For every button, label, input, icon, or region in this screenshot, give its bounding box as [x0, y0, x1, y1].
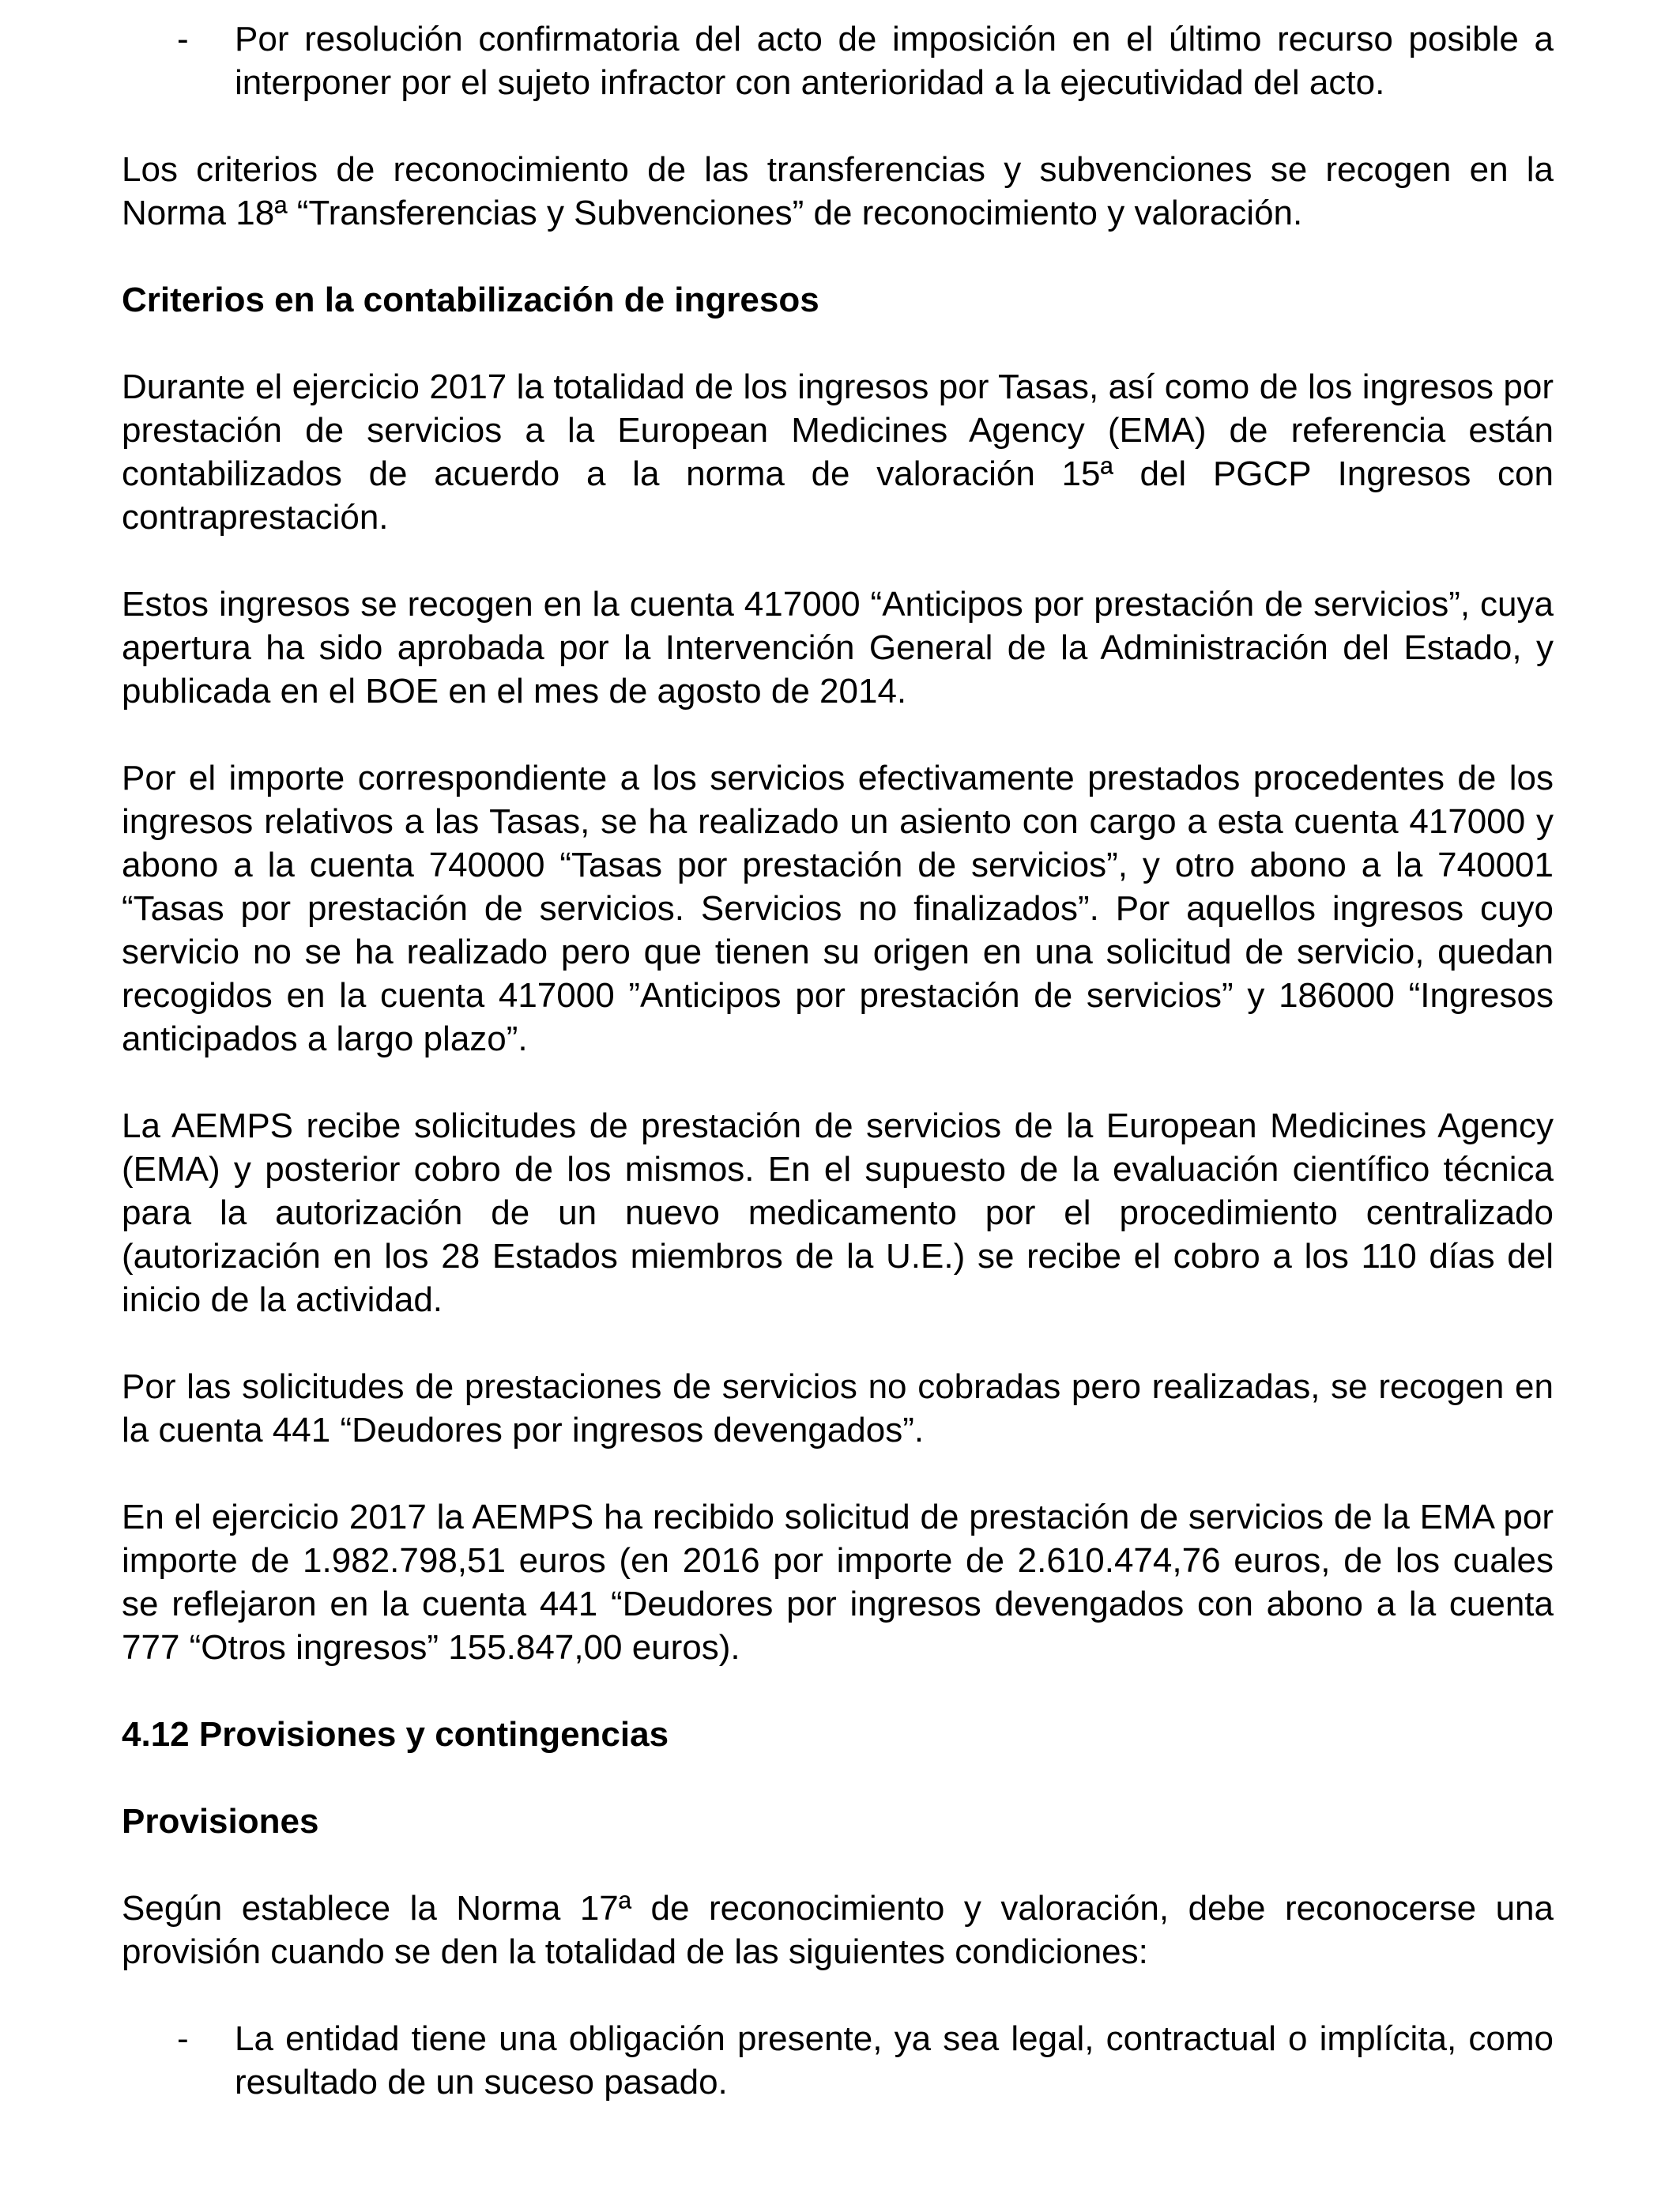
paragraph-norma-17: Según establece la Norma 17ª de reconocimiento y valoración, debe reconocerse una provisión cuando se den la totalidad de las siguientes condiciones: — [122, 1889, 1554, 1971]
paragraph-ejercicio-2017: En el ejercicio 2017 la AEMPS ha recibido solicitud de prestación de servicios de la EMA por importe de 1.982.798,51 euros (en 2016 por importe de 2.610.474,76 euros, de los cuales se reflejaron en la cuenta 441 “Deudores por ingresos devengados con abono a la cuenta 777 “Otros ingresos” 155.847,00 euros). — [122, 1498, 1554, 1667]
list-item — [122, 17, 1554, 104]
document-page — [122, 17, 1554, 2147]
heading-provisiones: Provisiones — [122, 1802, 319, 1841]
paragraph-transferencias: Los criterios de reconocimiento de las transferencias y subvenciones se recogen en la Norma 18ª “Transferencias y Subvenciones” de reconocimiento y valoración. — [122, 150, 1554, 232]
heading-criterios-ingresos: Criterios en la contabilización de ingresos — [122, 281, 819, 319]
list-item-text: Por resolución confirmatoria del acto de imposición en el último recurso posible a interponer por el sujeto infractor con anterioridad a la ejecutividad del acto. — [235, 20, 1554, 102]
paragraph-ingresos-tasas: Durante el ejercicio 2017 la totalidad de los ingresos por Tasas, así como de los ingresos por prestación de servicios a la European Medicines Agency (EMA) de referencia están contabilizados de acuerdo a la norma de valoración 15ª del PGCP Ingresos con contraprestación. — [122, 368, 1554, 537]
list-dash: - — [177, 20, 189, 58]
heading-provisiones-contingencias: 4.12 Provisiones y contingencias — [122, 1715, 669, 1754]
paragraph-cuenta-417000: Estos ingresos se recogen en la cuenta 417000 “Anticipos por prestación de servicios”, cuya apertura ha sido aprobada por la Intervención General de la Administración del Estado, y publicada en el BOE en el mes de agosto de 2014. — [122, 585, 1554, 711]
list-item — [122, 2017, 1554, 2104]
paragraph-importe-servicios: Por el importe correspondiente a los servicios efectivamente prestados procedentes de los ingresos relativos a las Tasas, se ha realizado un asiento con cargo a esta cuenta 417000 y abono a la cuenta 740000 “Tasas por prestación de servicios”, y otro abono a la 740001 “Tasas por prestación de servicios. Servicios no finalizados”. Por aquellos ingresos cuyo servicio no se ha realizado pero que tienen su origen en una solicitud de servicio, quedan recogidos en la cuenta 417000 ”Anticipos por prestación de servicios” y 186000 “Ingresos anticipados a largo plazo”. — [122, 759, 1554, 1058]
list-dash: - — [177, 2019, 189, 2058]
list-item-text: La entidad tiene una obligación presente, ya sea legal, contractual o implícita, como resultado de un suceso pasado. — [235, 2019, 1554, 2102]
paragraph-aemps-ema: La AEMPS recibe solicitudes de prestación de servicios de la European Medicines Agency (EMA) y posterior cobro de los mismos. En el supuesto de la evaluación científico técnica para la autorización de un nuevo medicamento por el procedimiento centralizado (autorización en los 28 Estados miembros de la U.E.) se recibe el cobro a los 110 días del inicio de la actividad. — [122, 1106, 1554, 1319]
paragraph-solicitudes-no-cobradas: Por las solicitudes de prestaciones de servicios no cobradas pero realizadas, se recogen en la cuenta 441 “Deudores por ingresos devengados”. — [122, 1367, 1554, 1449]
